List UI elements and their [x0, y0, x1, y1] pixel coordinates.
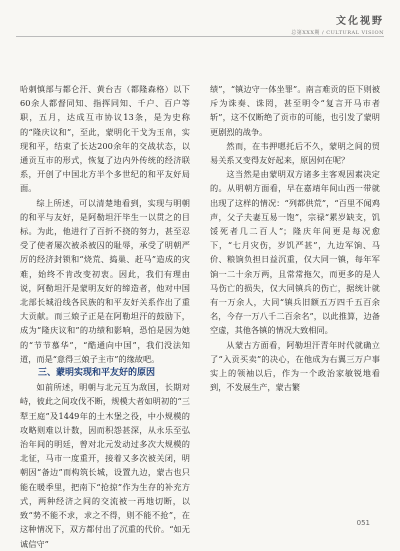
paragraph: 综上所述，可以清楚地看到，实现与明朝的和平与友好，是阿勒坦汗毕生一以贯之的目标。为此，他进行了百折不挠的努力，甚至忍受了使者屡次被杀被囚的耻辱，承受了明朝严厉的经济封锁和“烧荒、捣巢、赶马”造成的灾难，始终不肯改变初衷。因此，我们有理由说，阿勒坦汗是蒙明友好的缔造者，他对中国北部长城沿线各民族的和平友好关系作出了重大贡献。而三娘子正是在阿勒坦汗的鼓励下，成为“隆庆议和”的功绩和影响，恐怕是因为她的“节节慕华”，“酷通向中国”，我们没法知道，而是“意得三娘子主市”的缘故吧。 [20, 197, 190, 364]
paragraph: 绩”，“镇边守一体坐罪”。南言难贡的臣下则被斥为诛奏、诛罔，甚至明令“复言开马市者斩”，这不仅断绝了贡市的可能，也引发了蒙明更剧烈的战争。 [210, 84, 380, 137]
journal-subtitle: 总第XXX期 / CULTURAL VISION [291, 30, 384, 36]
paragraph: 然而，在韦押嗯托后不久，蒙明之间的贸易关系又变得友好起来，原因何在呢？ [210, 140, 380, 166]
journal-header [291, 12, 384, 36]
header-divider [16, 36, 384, 37]
paragraph: 从蒙古方面看，阿勒坦汗青年时代就确立了“入贡买卖”的决心，在他成为右翼三万户事实上的领袖以后，作为一个政治家敏锐地看到，不发展生产，蒙古繁 [210, 339, 380, 393]
paragraph: 哈刺慎部与都仑汗、黄台吉（都隆森格）以下60余人都督同知、指挥同知、千户、百户等职，五月，达成互市协议13条，是为史称的“隆庆议和”，至此，蒙明化干戈为玉帛，实现和平，结束了长达200余年的交战状态，以通贡互市的形式，恢复了边内外传统的经济联系，开创了中国北方半个多世纪的和平友好局面。 [20, 84, 190, 194]
paragraph: 如前所述，明朝与北元互为敌国，长期对峙，彼此之间攻伐不断，规模大者如明初的“三犁王庭”及1449年的土木堡之役，中小规模的攻略则难以计数，因而积怨甚深，从永乐至弘治年间的明廷，曾对北元发动过多次大规模的北征，马市一度重开，接着又多次被关闭，明朝因“备边”而构筑长城，设置九边，蒙古也只能在暖季里，把南下“抢掠”作为生存的补充方式，两种经济之间的交流被一再地切断，以致“势不能不求，求之不得，则不能不抢”，在这种情况下，双方都付出了沉重的代价。“如无诚信守” [20, 382, 190, 549]
paragraph: 这当然是由蒙明双方诸多主客观因素决定的。从明朝方面看，早在嘉靖年间山西一带就出现了这样的情况：“列都供荒”，“百里不闻鸡声，父子夫妻互易一饱”，宗禄“累岁缺支，饥馁死者几二百人”；隆庆年间更是每况愈下，“七月灾伤，岁饥严甚”，九边军饷、马价、粮饷负担日益沉重，仅大同一镇，每年军饷一二十余万两，且常常拖欠，而更多的是人马伤亡的损失，仅大同镇兵的伤亡，据统计就有一万余人，大同“镇兵旧额五万四千五百余名，今存一万八千二百余名”，以此推算，边备空虚，其他各镇的情况大致相同。 [210, 169, 380, 336]
page-number: 051 [356, 519, 370, 527]
journal-title: 文化视野 [336, 16, 384, 27]
right-column [210, 82, 380, 394]
section-heading: 三、蒙明实现和平友好的原因 [38, 368, 156, 379]
left-column [20, 82, 190, 551]
